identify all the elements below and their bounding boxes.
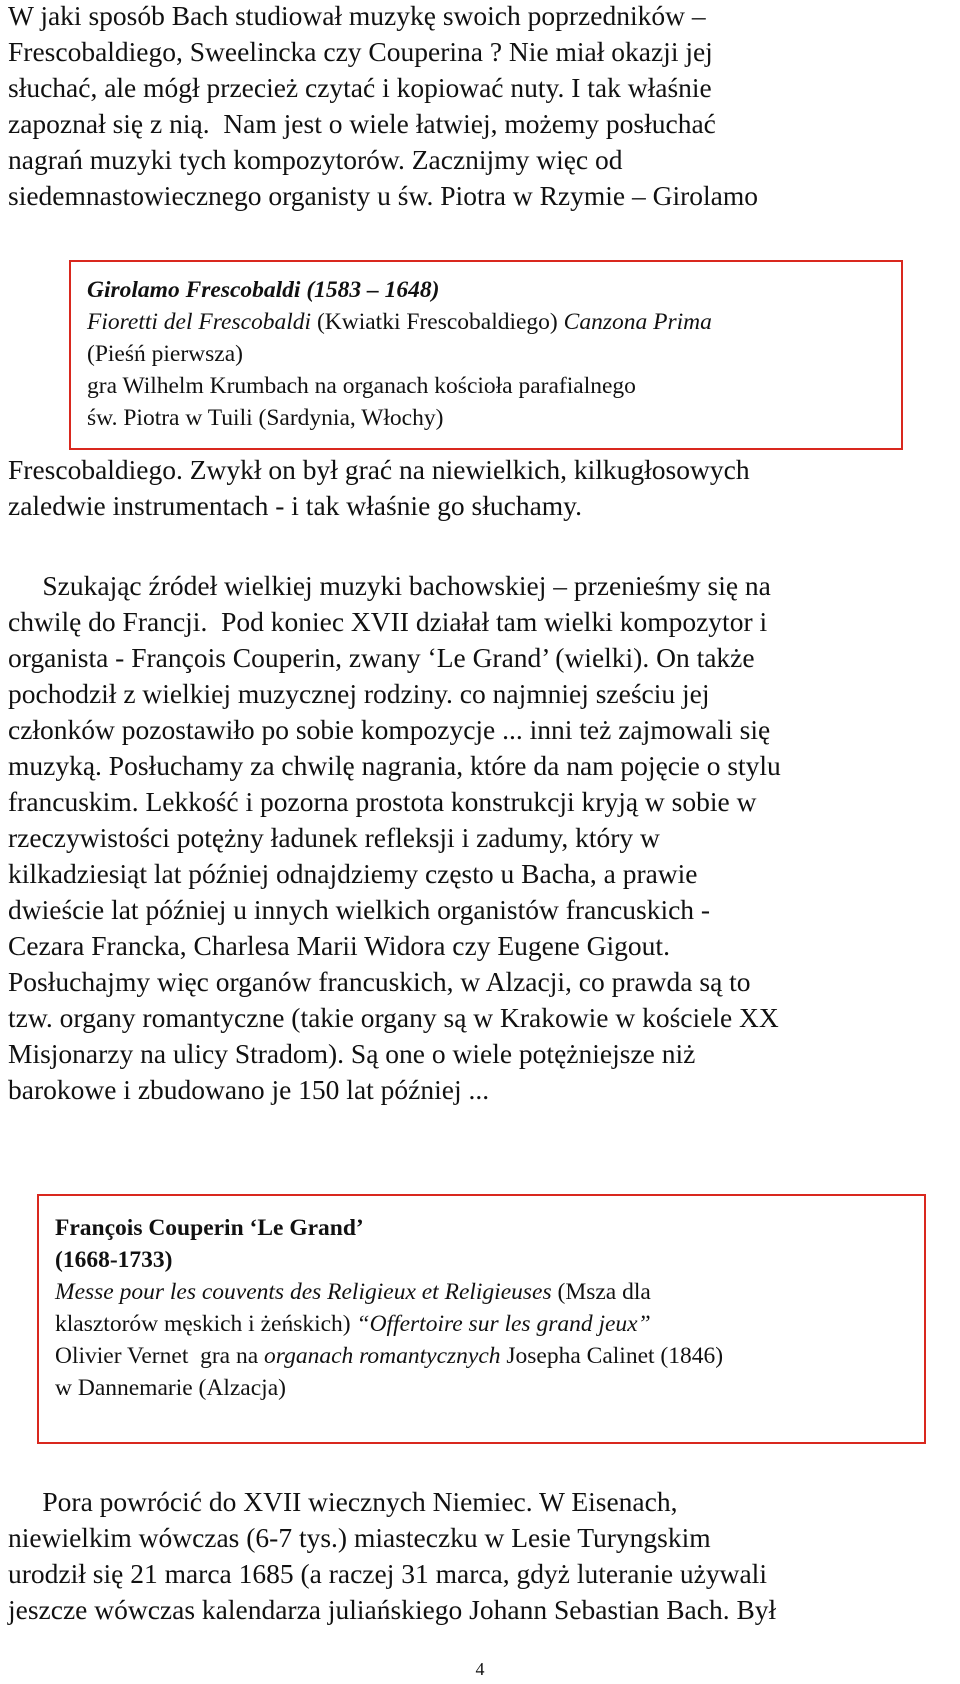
text-line: pochodził z wielkiej muzycznej rodziny. co najmniej sześciu jej xyxy=(8,678,710,709)
text-line: organista - François Couperin, zwany ‘Le Grand’ (wielki). On także xyxy=(8,642,755,673)
text-line: słuchać, ale mógł przecież czytać i kopiować nuty. I tak właśnie xyxy=(8,72,712,103)
work-line xyxy=(55,1276,651,1308)
organ-type: organach romantycznych xyxy=(264,1343,501,1369)
text-line: zaledwie instrumentach - i tak właśnie go słuchamy. xyxy=(8,490,583,521)
text-line: siedemnastowiecznego organisty u św. Piotra w Rzymie – Girolamo xyxy=(8,180,758,211)
text-line: Cezara Francka, Charlesa Marii Widora czy Eugene Gigout. xyxy=(8,930,670,961)
recording-box-frescobaldi xyxy=(69,260,903,450)
text-line: barokowe i zbudowano je 150 lat później ... xyxy=(8,1074,490,1105)
work-title: Messe pour les couvents des Religieux et Religieuses xyxy=(55,1279,552,1305)
recording-box-couperin xyxy=(37,1194,926,1444)
location-line: w Dannemarie (Alzacja) xyxy=(55,1375,286,1401)
text-line: Posłuchajmy więc organów francuskich, w Alzacji, co prawda są to xyxy=(8,966,751,997)
text-line: kilkadziesiąt lat później odnajdziemy często u Bacha, a prawie xyxy=(8,858,698,889)
text-line: Frescobaldiego. Zwykł on był grać na niewielkich, kilkugłosowych xyxy=(8,454,750,485)
work-translation: (Msza dla xyxy=(551,1279,651,1305)
piece-title: Canzona Prima xyxy=(563,309,712,335)
text-line: Szukając źródeł wielkiej muzyki bachowskiej – przenieśmy się na xyxy=(8,570,771,601)
text-line: dwieście lat później u innych wielkich organistów francuskich - xyxy=(8,894,711,925)
performer-line: Olivier Vernet gra na organach romantycznych Josepha Calinet (1846) xyxy=(55,1343,724,1369)
work-translation-cont: klasztorów męskich i żeńskich) xyxy=(55,1311,357,1337)
work-title: Fioretti del Frescobaldi xyxy=(87,309,312,335)
text-line: chwilę do Francji. Pod koniec XVII działał tam wielki kompozytor i xyxy=(8,606,768,637)
work-line-2 xyxy=(55,1308,651,1340)
work-line xyxy=(87,306,712,338)
text-line: członków pozostawiło po sobie kompozycje ... inni też zajmowali się xyxy=(8,714,771,745)
text-line: zapoznał się z nią. Nam jest o wiele łatwiej, możemy posłuchać xyxy=(8,108,716,139)
text-line: urodził się 21 marca 1685 (a raczej 31 marca, gdyż luteranie używali xyxy=(8,1558,767,1589)
text-line: rzeczywistości potężny ładunek refleksji i zadumy, który w xyxy=(8,822,660,853)
composer-heading: François Couperin ‘Le Grand’ xyxy=(55,1215,364,1241)
work-translation: (Kwiatki Frescobaldiego) xyxy=(311,309,564,335)
page-number: 4 xyxy=(475,1659,485,1679)
text-line: W jaki sposób Bach studiował muzykę swoich poprzedników – xyxy=(8,0,706,31)
text-line: Misjonarzy na ulicy Stradom). Są one o wiele potężniejsze niż xyxy=(8,1038,696,1069)
text-line: muzyką. Posłuchamy za chwilę nagrania, które da nam pojęcie o stylu xyxy=(8,750,781,781)
piece-translation: (Pieśń pierwsza) xyxy=(87,341,243,367)
text-line: tzw. organy romantyczne (takie organy są w Krakowie w kościele XX xyxy=(8,1002,779,1033)
composer-heading: Girolamo Frescobaldi (1583 – 1648) xyxy=(87,277,440,303)
performer-line: gra Wilhelm Krumbach na organach kościoła parafialnego xyxy=(87,373,636,399)
text-line: francuskim. Lekkość i pozorna prostota konstrukcji kryją w sobie w xyxy=(8,786,757,817)
text-line: Pora powrócić do XVII wiecznych Niemiec. W Eisenach, xyxy=(8,1486,678,1517)
piece-title: “Offertoire sur les grand jeux” xyxy=(356,1311,651,1337)
text-line: nagrań muzyki tych kompozytorów. Zacznijmy więc od xyxy=(8,144,623,175)
performer-line: św. Piotra w Tuili (Sardynia, Włochy) xyxy=(87,405,444,431)
text-line: jeszcze wówczas kalendarza juliańskiego Johann Sebastian Bach. Był xyxy=(8,1594,777,1625)
text-line: niewielkim wówczas (6-7 tys.) miasteczku w Lesie Turyngskim xyxy=(8,1522,711,1553)
text-line: Frescobaldiego, Sweelincka czy Couperina ? Nie miał okazji jej xyxy=(8,36,713,67)
composer-dates: (1668-1733) xyxy=(55,1247,173,1273)
